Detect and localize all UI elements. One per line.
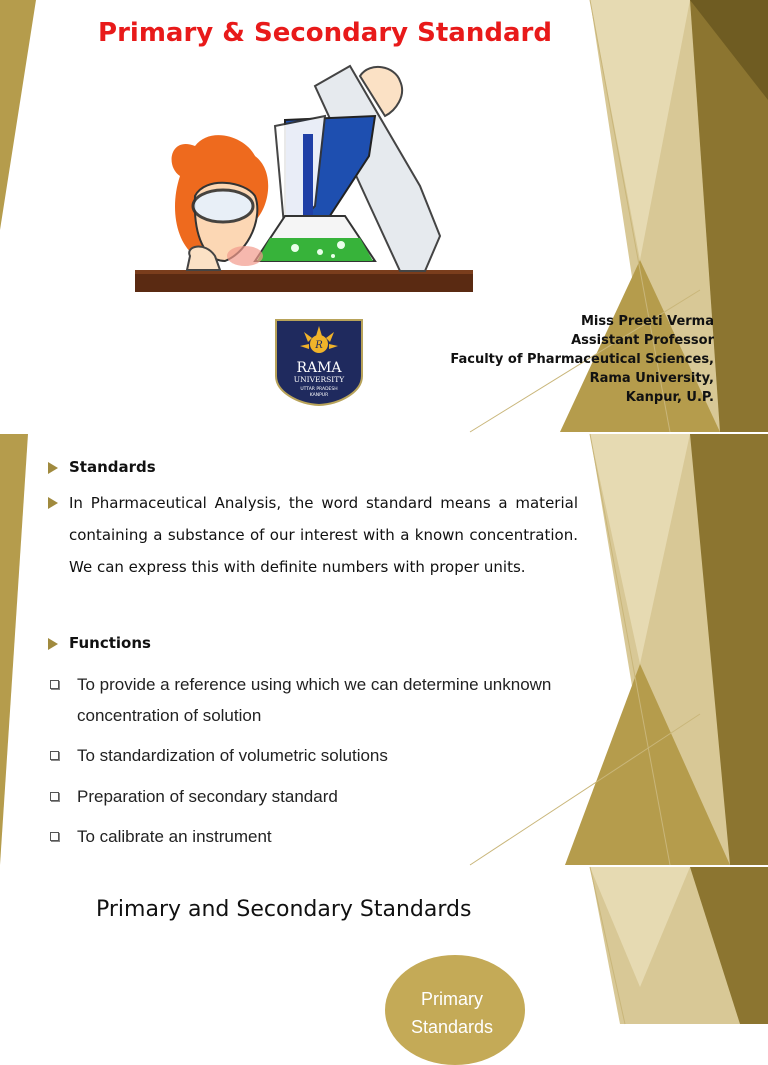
function-text: To standardization of volumetric solutions (77, 746, 388, 765)
primary-secondary-slide (0, 867, 768, 1037)
svg-text:UNIVERSITY: UNIVERSITY (293, 375, 345, 384)
slide-title: Primary and Secondary Standards (96, 897, 472, 922)
university-logo-icon (274, 318, 364, 406)
function-text: To provide a reference using which we can determine unknown concentration of solution (77, 675, 552, 725)
slide-background-decoration (0, 867, 768, 1024)
square-bullet-icon (50, 792, 59, 801)
standards-slide (0, 434, 768, 865)
author-designation: Assistant Professor (571, 333, 714, 348)
square-bullet-icon (50, 680, 59, 689)
author-university: Rama University, (589, 371, 714, 386)
standards-definition: In Pharmaceutical Analysis, the word standard means a material containing a substance of our interest with a known concentration. We can express this with definite numbers with proper units. (69, 494, 578, 576)
list-item (50, 669, 578, 731)
oval-label: Primary Standards (410, 989, 494, 1037)
author-name: Miss Preeti Verma (580, 314, 714, 329)
standards-heading: Standards (69, 458, 156, 476)
svg-text:R: R (315, 340, 323, 351)
slide-title: Primary & Secondary Standard (98, 18, 552, 48)
list-item (50, 740, 578, 771)
triangle-bullet-icon (48, 497, 58, 509)
author-faculty: Faculty of Pharmaceutical Sciences, (450, 352, 714, 367)
author-block (450, 312, 714, 407)
list-item (50, 821, 578, 852)
svg-text:KANPUR: KANPUR (309, 393, 329, 398)
bullet-definition (48, 487, 578, 583)
svg-text:RAMA: RAMA (296, 360, 342, 376)
list-item (50, 781, 578, 812)
square-bullet-icon (50, 751, 59, 760)
author-location: Kanpur, U.P. (625, 390, 714, 405)
bullet-functions (48, 634, 578, 652)
svg-text:UTTAR PRADESH: UTTAR PRADESH (300, 387, 338, 392)
triangle-bullet-icon (48, 462, 58, 474)
functions-heading: Functions (69, 634, 151, 652)
square-bullet-icon (50, 832, 59, 841)
function-text: To calibrate an instrument (77, 827, 272, 846)
chemist-clipart-icon (135, 56, 475, 296)
triangle-bullet-icon (48, 638, 58, 650)
function-text: Preparation of secondary standard (77, 787, 338, 806)
title-slide (0, 0, 768, 432)
bullet-standards (48, 458, 578, 476)
